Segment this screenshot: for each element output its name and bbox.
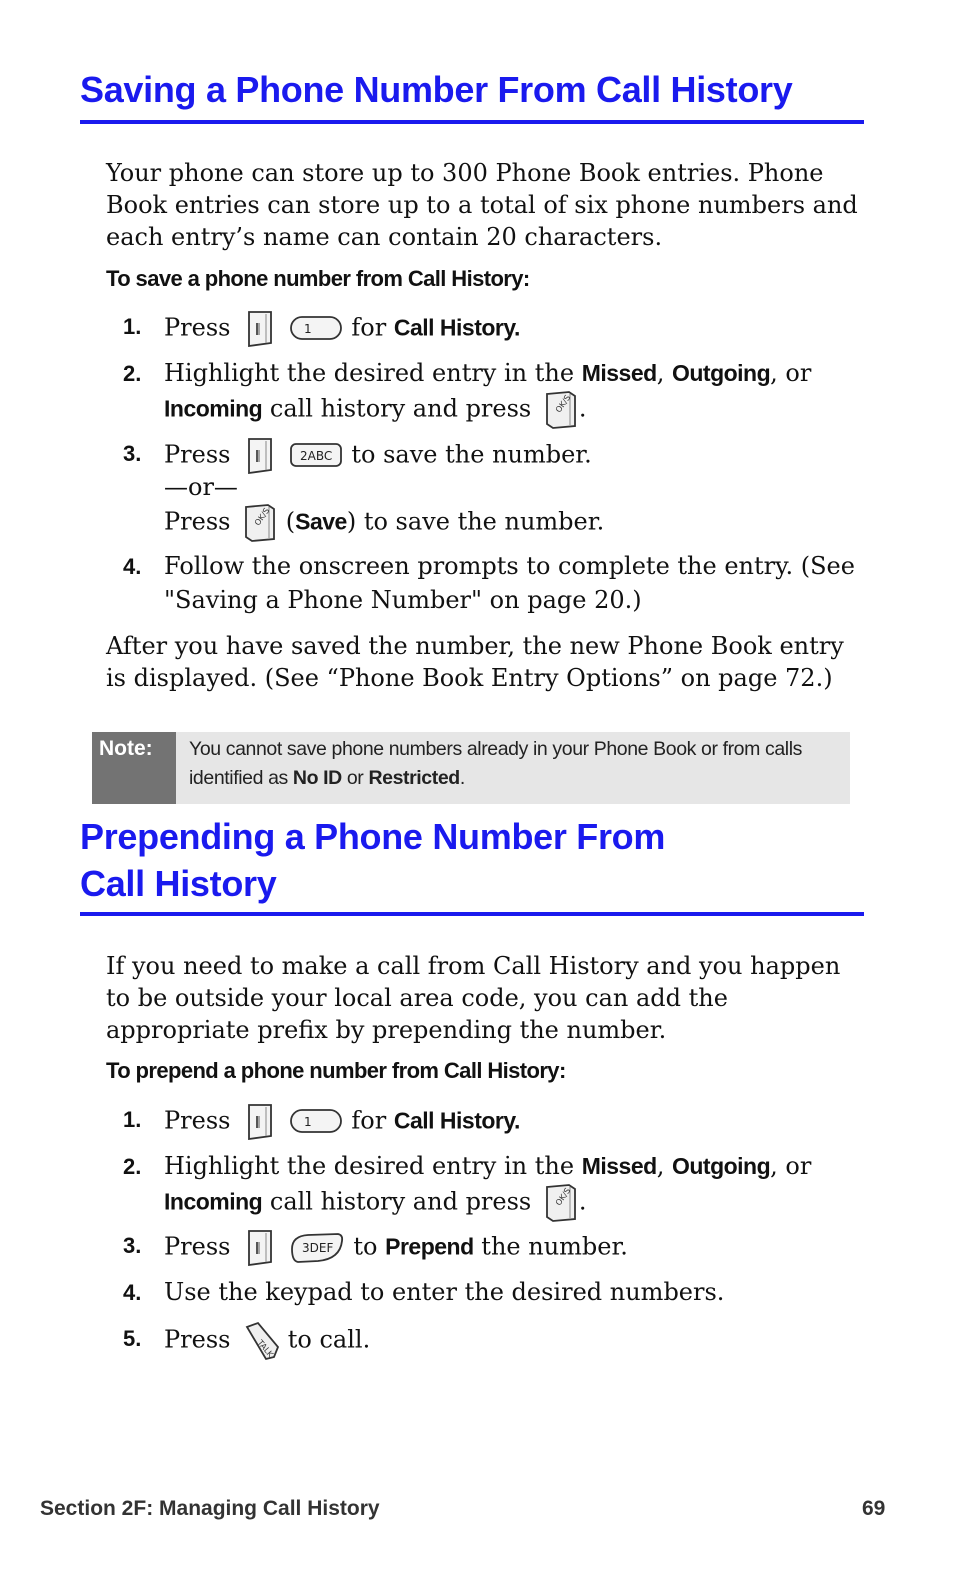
step-2-line2: Incoming call history and press . [164,1183,587,1223]
one-key-icon [288,1107,344,1137]
step-1: Press 1 for Call History. [164,309,520,349]
call-history-label: Call History. [393,1107,520,1134]
section-title-prepending-line2: Call History [80,863,277,904]
menu-key-icon [244,309,276,349]
intro-paragraph: If you need to make a call from Call History and you happen to be outside your local area code, you can add the appropriate prefix by prepending the number. [106,952,841,1044]
step-3-line1: Press 2ABC to save the number. [164,436,592,476]
step-4-line2: "Saving a Phone Number" on page 20.) [164,586,642,614]
or-separator: —or— [164,473,238,501]
call-history-label: Call History. [393,314,520,341]
footer-section-label: Section 2F: Managing Call History [40,1497,380,1520]
svg-text:3DEF: 3DEF [301,1241,334,1255]
restricted-label: Restricted [368,767,460,789]
step-number: 4. [123,1280,142,1305]
talk-key-icon [244,1321,280,1361]
title-underline [80,120,864,124]
three-def-key-icon [288,1231,346,1265]
after-paragraph: After you have saved the number, the new Phone Book entry is displayed. (See “Phone Book Entry Options” on page 72.) [106,632,844,692]
missed-label: Missed [581,1153,657,1179]
step-4: Use the keypad to enter the desired numbers. [164,1278,725,1306]
procedure-subheading: To save a phone number from Call History: [106,266,530,291]
step-3: Press 3DEF to Prepend the number. [164,1228,628,1268]
step-number: 1. [123,314,142,339]
ok-key-icon [543,1183,579,1223]
one-key-icon [288,314,344,344]
note-box [92,732,850,804]
menu-key-icon [244,1102,276,1142]
outgoing-label: Outgoing [671,360,771,386]
menu-key-icon [244,1228,276,1268]
page-number: 69 [862,1497,886,1520]
outgoing-label: Outgoing [671,1153,771,1179]
note-label: Note: [92,732,176,804]
title-underline [80,912,864,916]
incoming-label: Incoming [164,395,263,422]
intro-paragraph: Your phone can store up to 300 Phone Book entries. Phone Book entries can store up to a total of six phone numbers and each entry’s name can contain 20 characters. [106,159,858,251]
incoming-label: Incoming [164,1188,263,1215]
svg-text:1: 1 [303,1115,312,1129]
section-title-saving: Saving a Phone Number From Call History [80,69,793,110]
step-1: Press 1 for Call History. [164,1102,520,1142]
step-2-line1: Highlight the desired entry in the Missed, Outgoing, or [164,359,812,387]
step-3-line3: Press (Save) to save the number. [164,503,604,543]
note-text: You cannot save phone numbers already in your Phone Book or from calls identified as No ID or Restricted. [189,738,802,789]
step-number: 3. [123,1233,142,1258]
step-5: Press to call. [164,1321,370,1361]
ok-key-icon [242,503,278,543]
menu-key-icon [244,436,276,476]
step-text: Press [164,313,231,342]
svg-text:2ABC: 2ABC [299,449,332,463]
save-label: Save [295,508,347,535]
section-title-prepending-line1: Prepending a Phone Number From [80,816,666,857]
procedure-subheading: To prepend a phone number from Call History: [106,1058,566,1083]
ok-key-icon [543,390,579,430]
two-abc-key-icon [288,441,344,471]
prepend-label: Prepend [385,1233,474,1260]
missed-label: Missed [581,360,657,386]
step-number: 1. [123,1107,142,1132]
step-number: 4. [123,554,142,579]
svg-text:1: 1 [303,322,312,336]
step-2-line1: Highlight the desired entry in the Missed, Outgoing, or [164,1152,812,1180]
step-number: 5. [123,1326,142,1351]
step-number: 3. [123,441,142,466]
step-number: 2. [123,361,142,386]
no-id-label: No ID [292,767,342,789]
step-number: 2. [123,1154,142,1179]
step-4-line1: Follow the onscreen prompts to complete the entry. (See [164,552,855,580]
step-2-line2: Incoming call history and press . [164,390,587,430]
